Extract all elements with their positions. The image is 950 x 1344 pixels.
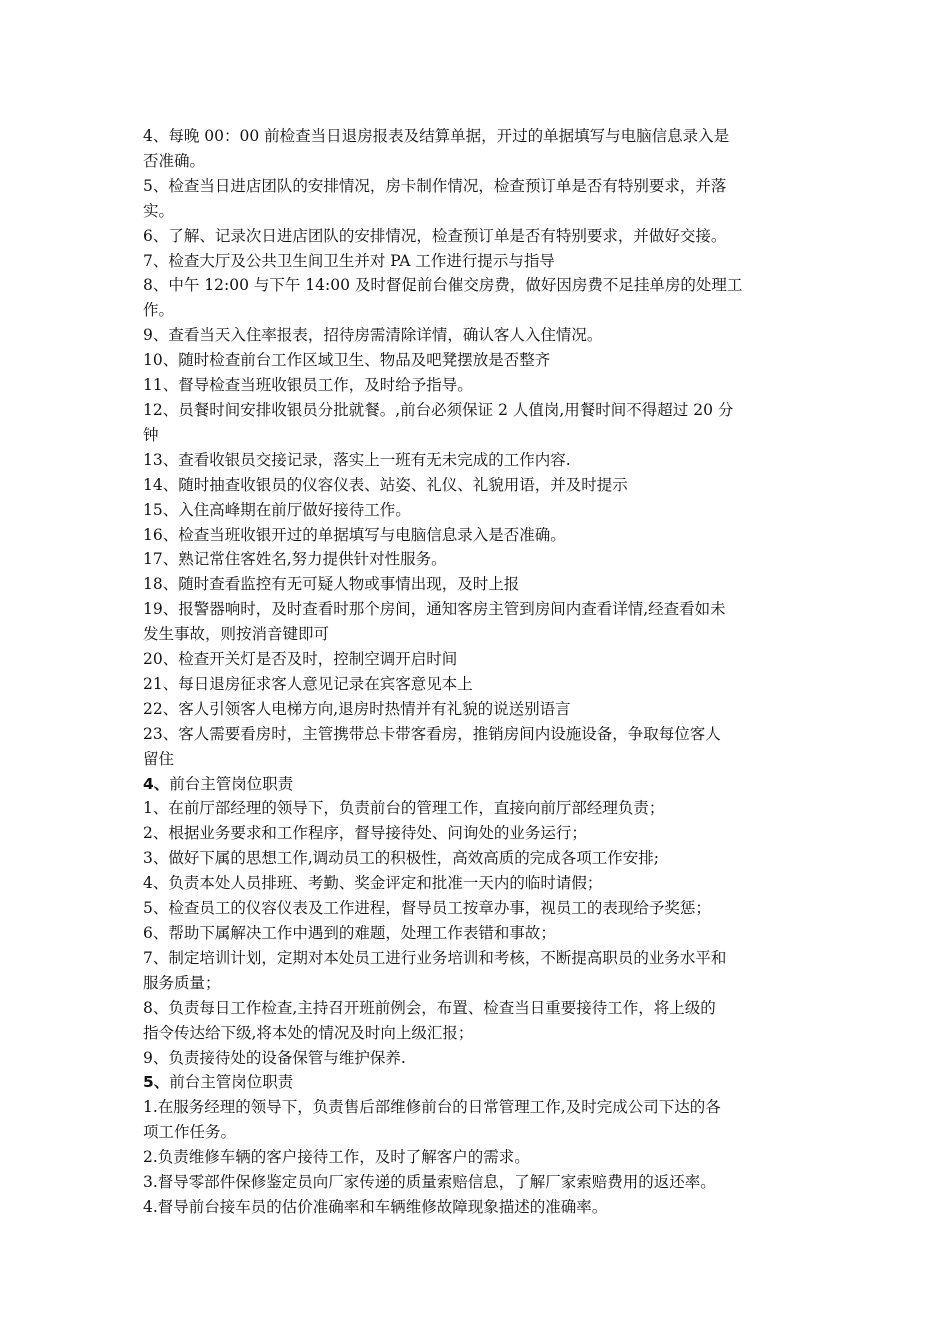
text-line: 7、检查大厅及公共卫生间卫生并对 PA 工作进行提示与指导 xyxy=(143,251,555,270)
list-item xyxy=(143,996,815,1046)
text-line: 6、了解、记录次日进店团队的安排情况，检查预订单是否有特别要求，并做好交接。 xyxy=(143,226,727,245)
text-line: 4、负责本处人员排班、考勤、奖金评定和批准一天内的临时请假； xyxy=(143,874,603,893)
text-line: 留住 xyxy=(143,749,175,768)
list-item xyxy=(143,498,815,523)
list-item xyxy=(143,871,815,896)
list-item xyxy=(143,249,815,274)
list-item xyxy=(143,1095,815,1145)
text-line: 6、帮助下属解决工作中遇到的难题，处理工作表错和事故； xyxy=(143,924,556,942)
list-item xyxy=(143,348,815,373)
section-5-heading xyxy=(143,1070,815,1095)
list-item xyxy=(143,846,815,871)
text-line: 20、检查开关灯是否及时，控制空调开启时间 xyxy=(143,650,458,669)
text-line: 2.负责维修车辆的客户接待工作，及时了解客户的需求。 xyxy=(143,1148,530,1167)
section-4-number: 4、 xyxy=(143,774,170,793)
list-item xyxy=(143,1046,815,1071)
text-line: 9、负责接待处的设备保管与维护保养. xyxy=(143,1048,406,1067)
text-line: 13、查看收银员交接记录，落实上一班有无未完成的工作内容. xyxy=(143,450,571,469)
list-item xyxy=(143,572,815,597)
section-5-number: 5、 xyxy=(143,1073,170,1092)
text-line: 12、员餐时间安排收银员分批就餐。,前台必须保证 2 人值岗,用餐时间不得超过 20 分 xyxy=(143,400,734,419)
list-item xyxy=(143,722,815,772)
list-item xyxy=(143,1145,815,1170)
text-line: 11、督导检查当班收银员工作，及时给予指导。 xyxy=(143,376,473,395)
text-line: 否准确。 xyxy=(143,151,206,170)
text-line: 16、检查当班收银开过的单据填写与电脑信息录入是否准确。 xyxy=(143,525,566,544)
text-line: 钟 xyxy=(143,425,159,444)
list-item xyxy=(143,473,815,498)
text-line: 项工作任务。 xyxy=(143,1123,237,1142)
text-line: 3.督导零部件保修鉴定员向厂家传递的质量索赔信息，了解厂家索赔费用的返还率。 xyxy=(143,1173,716,1192)
list-item xyxy=(143,672,815,697)
list-item xyxy=(143,523,815,548)
text-line: 19、报警器响时，及时查看时那个房间，通知客房主管到房间内查看详情,经查看如未 xyxy=(143,600,726,619)
list-item xyxy=(143,796,815,821)
list-item xyxy=(143,273,815,323)
text-line: 服务质量； xyxy=(143,973,221,992)
text-line: 2、根据业务要求和工作程序，督导接待处、问询处的业务运行； xyxy=(143,824,587,843)
text-line: 作。 xyxy=(143,301,175,320)
text-line: 1、在前厅部经理的领导下，负责前台的管理工作，直接向前厅部经理负责； xyxy=(143,799,665,818)
list-item xyxy=(143,1170,815,1195)
section-5-list xyxy=(143,1095,815,1220)
document-page xyxy=(143,124,815,1220)
list-item xyxy=(143,896,815,921)
text-line: 8、中午 12:00 与下午 14:00 及时督促前台催交房费，做好因房费不足挂单房的处理工 xyxy=(143,276,743,295)
text-line: 15、入住高峰期在前厅做好接待工作。 xyxy=(143,500,411,519)
list-item xyxy=(143,597,815,647)
list-item xyxy=(143,647,815,672)
text-line: 8、负责每日工作检查,主持召开班前例会，布置、检查当日重要接待工作，将上级的 xyxy=(143,998,716,1017)
text-line: 3、做好下属的思想工作,调动员工的积极性，高效高质的完成各项工作安排; xyxy=(143,849,660,868)
section-3-list xyxy=(143,124,815,772)
list-item xyxy=(143,224,815,249)
list-item xyxy=(143,821,815,846)
text-line: 14、随时抽查收银员的仪容仪表、站姿、礼仪、礼貌用语，并及时提示 xyxy=(143,475,628,494)
text-line: 21、每日退房征求客人意见记录在宾客意见本上 xyxy=(143,674,473,693)
text-line: 指令传达给下级,将本处的情况及时向上级汇报； xyxy=(143,1023,474,1042)
text-line: 18、随时查看监控有无可疑人物或事情出现，及时上报 xyxy=(143,575,520,594)
section-4-heading xyxy=(143,772,815,797)
section-5-title: 前台主管岗位职责 xyxy=(169,1073,294,1092)
section-4-title: 前台主管岗位职责 xyxy=(169,774,294,793)
section-4-list xyxy=(143,796,815,1070)
list-item xyxy=(143,448,815,473)
text-line: 4、每晚 00：00 前检查当日退房报表及结算单据，开过的单据填写与电脑信息录入是 xyxy=(143,127,730,145)
text-line: 5、检查员工的仪容仪表及工作进程，督导员工按章办事，视员工的表现给予奖惩； xyxy=(143,899,711,918)
list-item xyxy=(143,921,815,946)
text-line: 发生事故，则按消音键即可 xyxy=(143,625,330,644)
text-line: 4.督导前台接车员的估价准确率和车辆维修故障现象描述的准确率。 xyxy=(143,1197,608,1216)
list-item xyxy=(143,373,815,398)
list-item xyxy=(143,124,815,174)
text-line: 5、检查当日进店团队的安排情况，房卡制作情况，检查预订单是否有特别要求，并落 xyxy=(143,176,727,195)
list-item xyxy=(143,547,815,572)
text-line: 10、随时检查前台工作区域卫生、物品及吧凳摆放是否整齐 xyxy=(143,351,551,370)
text-line: 23、客人需要看房时，主管携带总卡带客看房，推销房间内设施设备，争取每位客人 xyxy=(143,724,721,743)
list-item xyxy=(143,323,815,348)
list-item xyxy=(143,946,815,996)
list-item xyxy=(143,1195,815,1220)
list-item xyxy=(143,174,815,224)
text-line: 22、客人引领客人电梯方向,退房时热情并有礼貌的说送别语言 xyxy=(143,699,571,718)
text-line: 17、熟记常住客姓名,努力提供针对性服务。 xyxy=(143,550,447,569)
list-item xyxy=(143,398,815,448)
text-line: 1.在服务经理的领导下，负责售后部维修前台的日常管理工作,及时完成公司下达的各 xyxy=(143,1098,721,1117)
list-item xyxy=(143,697,815,722)
text-line: 7、制定培训计划，定期对本处员工进行业务培训和考核，不断提高职员的业务水平和 xyxy=(143,948,727,967)
text-line: 9、查看当天入住率报表，招待房需清除详情，确认客人入住情况。 xyxy=(143,326,603,345)
text-line: 实。 xyxy=(143,201,175,220)
